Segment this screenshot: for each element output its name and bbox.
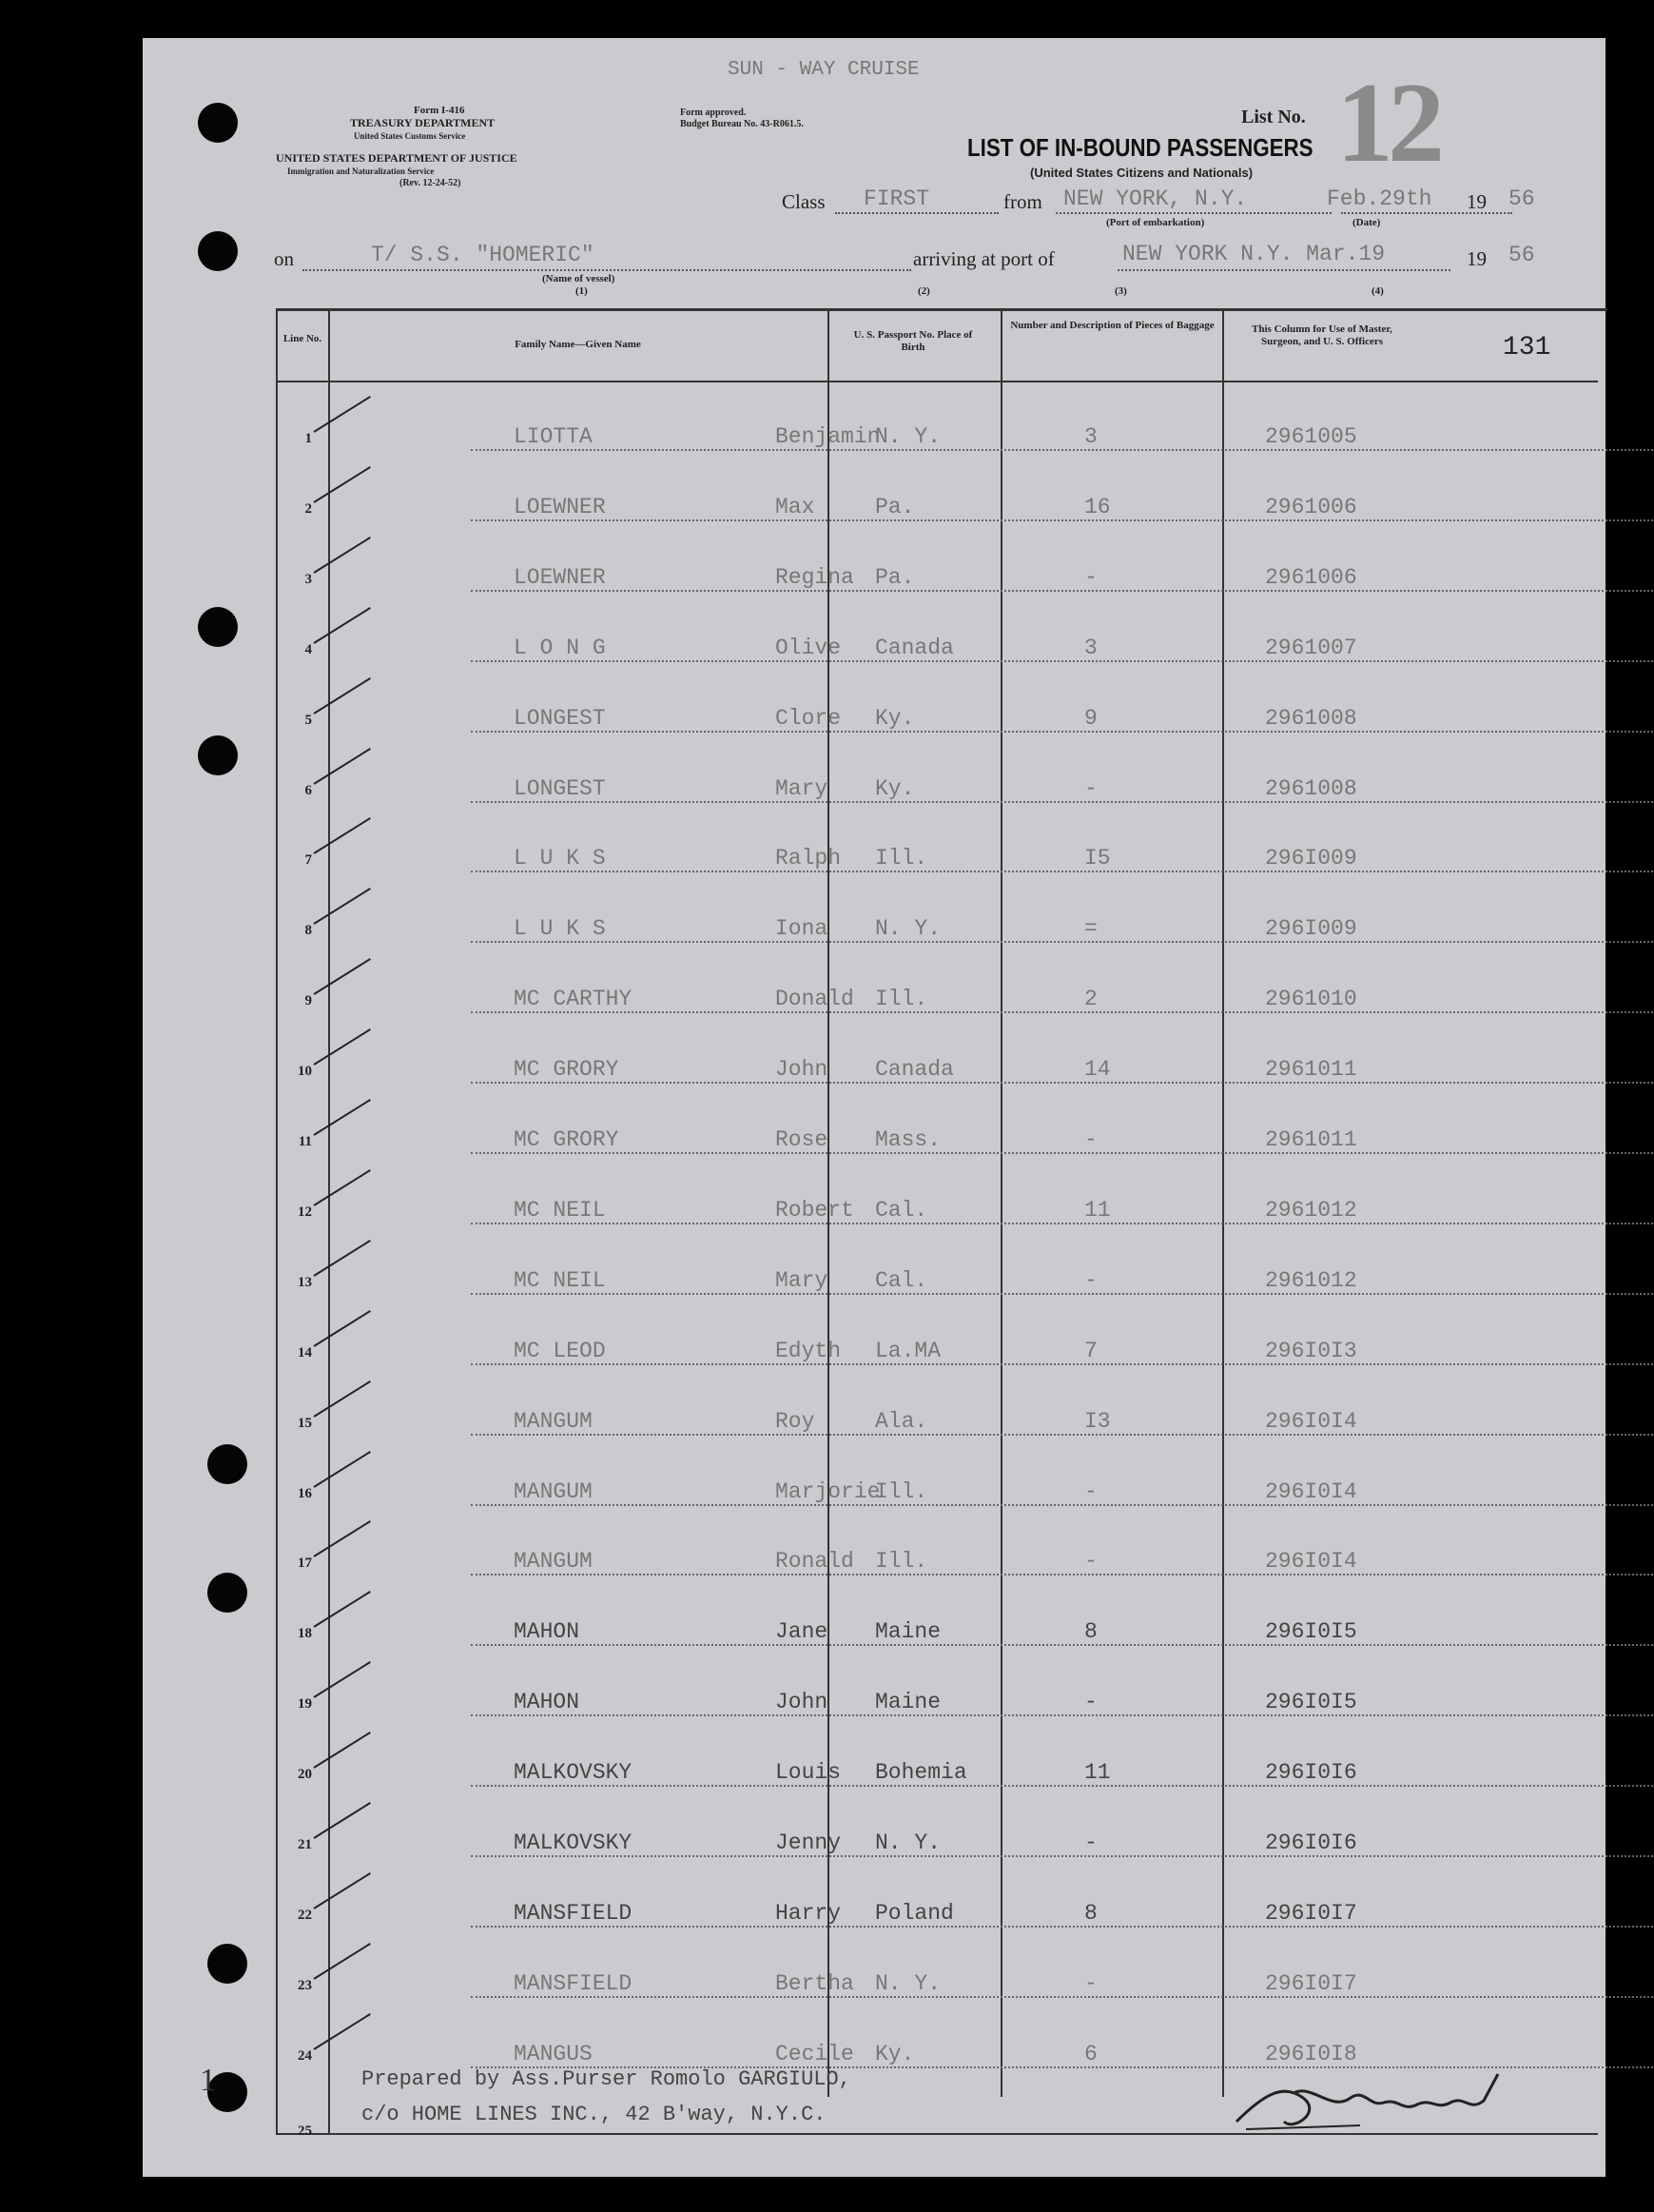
row-divider (471, 1926, 1654, 1928)
row-divider (471, 1504, 1654, 1506)
place-of-birth: Cal. (875, 1197, 928, 1223)
year-value: 56 (1508, 186, 1535, 211)
given-name: Edyth (775, 1338, 842, 1363)
ins-service: Immigration and Naturalization Service (287, 166, 435, 176)
officer-code: 2961005 (1265, 424, 1357, 449)
check-mark (313, 958, 370, 995)
officer-code: 296I0I6 (1265, 1830, 1357, 1855)
check-mark (313, 748, 370, 785)
line-number: 13 (298, 1274, 312, 1290)
place-of-birth: Cal. (875, 1267, 928, 1293)
officer-code: 2961008 (1265, 705, 1357, 731)
place-of-birth: Canada (875, 635, 954, 660)
justice-dept: UNITED STATES DEPARTMENT OF JUSTICE (276, 151, 517, 165)
row-divider (471, 801, 1654, 803)
family-name: LOEWNER (514, 494, 606, 519)
officer-code: 296I009 (1265, 916, 1357, 942)
header-name: Family Name—Given Name (515, 339, 641, 350)
baggage-count: 7 (1084, 1338, 1098, 1363)
family-name: L U K S (514, 846, 606, 871)
check-mark (313, 1661, 370, 1698)
place-of-birth: N. Y. (875, 916, 942, 942)
arr-year-value: 56 (1508, 243, 1535, 267)
line-number: 25 (298, 2124, 312, 2139)
class-value: FIRST (864, 186, 930, 211)
punch-hole (198, 103, 238, 143)
officer-code: 296I0I4 (1265, 1478, 1357, 1504)
line-number: 10 (298, 1064, 312, 1080)
check-mark (313, 537, 370, 574)
given-name: Ronald (775, 1549, 854, 1575)
punch-hole (207, 1444, 247, 1484)
baggage-count: - (1084, 1549, 1098, 1575)
given-name: John (775, 1057, 828, 1083)
class-label: Class (782, 190, 826, 213)
family-name: MANSFIELD (514, 1900, 632, 1926)
purser-address: c/o HOME LINES INC., 42 B'way, N.Y.C. (361, 2103, 827, 2126)
check-mark (313, 607, 370, 644)
officer-code: 296I0I5 (1265, 1619, 1357, 1645)
customs-service: United States Customs Service (354, 131, 466, 141)
given-name: Louis (775, 1760, 842, 1786)
check-mark (313, 1872, 370, 1909)
baggage-count: 6 (1084, 2041, 1098, 2066)
check-mark (313, 1451, 370, 1488)
family-name: L U K S (514, 916, 606, 942)
family-name: MAHON (514, 1619, 580, 1645)
given-name: Jane (775, 1619, 828, 1645)
line-number: 4 (304, 641, 312, 657)
baggage-count: - (1084, 1970, 1098, 1996)
family-name: LOEWNER (514, 564, 606, 590)
check-mark (313, 1169, 370, 1206)
check-mark (313, 888, 370, 925)
baggage-count: 14 (1084, 1057, 1111, 1083)
line-number: 5 (304, 712, 312, 728)
year-prefix: 19 (1467, 190, 1487, 213)
check-mark (313, 1802, 370, 1839)
given-name: Jenny (775, 1830, 842, 1855)
header-officers: This Column for Use of Master, Surgeon, and U. S. Officers (1252, 323, 1392, 347)
place-of-birth: N. Y. (875, 1830, 942, 1855)
header-baggage: Number and Description of Pieces of Baggage (1010, 320, 1215, 331)
header-line-no: Line No. (282, 333, 322, 344)
line-number: 8 (304, 923, 312, 939)
officer-code: 296I0I3 (1265, 1338, 1357, 1363)
place-of-birth: Ill. (875, 846, 928, 871)
given-name: Donald (775, 987, 854, 1012)
col-num-2: (2) (918, 285, 930, 297)
place-of-birth: Pa. (875, 564, 915, 590)
place-of-birth: Canada (875, 1057, 954, 1083)
budget-bureau: Budget Bureau No. 43-R061.5. (680, 119, 804, 129)
family-name: LONGEST (514, 775, 606, 801)
officer-code: 296I0I7 (1265, 1900, 1357, 1926)
row-divider (471, 731, 1654, 733)
family-name: LIOTTA (514, 424, 593, 449)
check-mark (313, 1732, 370, 1769)
given-name: Olive (775, 635, 842, 660)
given-name: Mary (775, 775, 828, 801)
arriving-value: NEW YORK N.Y. Mar.19 (1122, 242, 1386, 266)
given-name: Cecile (775, 2041, 854, 2066)
line-number: 23 (298, 1977, 312, 1993)
place-of-birth: Bohemia (875, 1760, 967, 1786)
check-mark (313, 396, 370, 433)
given-name: Iona (775, 916, 828, 942)
place-of-birth: La.MA (875, 1338, 942, 1363)
list-no-label: List No. (1241, 107, 1306, 127)
punch-hole (207, 1944, 247, 1984)
given-name: Max (775, 494, 815, 519)
row-divider (471, 1293, 1654, 1295)
date-caption: (Date) (1352, 217, 1381, 228)
check-mark (313, 1591, 370, 1628)
row-divider (471, 590, 1654, 592)
line-number: 19 (298, 1696, 312, 1713)
officer-code: 296I0I4 (1265, 1408, 1357, 1434)
baggage-count: - (1084, 1127, 1098, 1152)
arriving-label: arriving at port of (913, 247, 1055, 270)
line-number: 16 (298, 1485, 312, 1501)
col-num-3: (3) (1115, 285, 1127, 297)
place-of-birth: Poland (875, 1900, 954, 1926)
line-number: 24 (298, 2047, 312, 2064)
family-name: MC GRORY (514, 1057, 619, 1083)
place-of-birth: Ill. (875, 987, 928, 1012)
row-divider (471, 1082, 1654, 1084)
line-number: 20 (298, 1767, 312, 1783)
officer-code: 296I009 (1265, 846, 1357, 871)
place-of-birth: Pa. (875, 494, 915, 519)
margin-note: 1 (200, 2063, 216, 2098)
row-divider (471, 871, 1654, 872)
line-number: 22 (298, 1907, 312, 1923)
check-mark (313, 1240, 370, 1277)
punch-hole (207, 1573, 247, 1613)
check-mark (313, 817, 370, 854)
row-divider (471, 1855, 1654, 1857)
officer-code: 2961012 (1265, 1197, 1357, 1223)
given-name: Clore (775, 705, 842, 731)
line-number: 7 (304, 852, 312, 869)
prepared-by: Prepared by Ass.Purser Romolo GARGIULO, (361, 2067, 851, 2091)
check-mark (313, 1099, 370, 1136)
line-number: 18 (298, 1626, 312, 1642)
row-divider (471, 1011, 1654, 1013)
family-name: MANGUM (514, 1408, 593, 1434)
officer-code: 2961011 (1265, 1127, 1357, 1152)
given-name: Marjorie (775, 1478, 881, 1504)
line-number: 12 (298, 1204, 312, 1220)
officer-code: 2961007 (1265, 635, 1357, 660)
vessel-value: T/ S.S. "HOMERIC" (371, 243, 594, 267)
family-name: MANGUM (514, 1549, 593, 1575)
list-no-value: 12 (1336, 59, 1439, 186)
baggage-count: I3 (1084, 1408, 1111, 1434)
line-number: 9 (304, 993, 312, 1009)
form-revision: (Rev. 12-24-52) (399, 178, 461, 188)
given-name: Robert (775, 1197, 854, 1223)
row-divider (471, 1644, 1654, 1646)
family-name: MALKOVSKY (514, 1760, 632, 1786)
place-of-birth: N. Y. (875, 1970, 942, 1996)
col-num-4: (4) (1372, 285, 1384, 297)
family-name: MC CARTHY (514, 987, 632, 1012)
given-name: John (775, 1690, 828, 1715)
baggage-count: 16 (1084, 494, 1111, 519)
check-mark (313, 1520, 370, 1557)
row-divider (471, 1714, 1654, 1716)
form-title: LIST OF IN-BOUND PASSENGERS (967, 133, 1313, 162)
family-name: MANGUS (514, 2041, 593, 2066)
baggage-count: - (1084, 1478, 1098, 1504)
line-number: 2 (304, 500, 312, 517)
row-divider (471, 519, 1654, 521)
line-number: 6 (304, 782, 312, 798)
place-of-birth: Ala. (875, 1408, 928, 1434)
family-name: MC NEIL (514, 1267, 606, 1293)
row-divider (471, 1363, 1654, 1365)
row-divider (471, 1996, 1654, 1998)
family-name: MANSFIELD (514, 1970, 632, 1996)
header-passport: U. S. Passport No. Place of Birth (853, 329, 973, 353)
form-subtitle: (United States Citizens and Nationals) (1030, 166, 1254, 180)
baggage-count: - (1084, 1267, 1098, 1293)
baggage-count: - (1084, 564, 1098, 590)
baggage-count: I5 (1084, 846, 1111, 871)
vessel-num: (1) (575, 285, 588, 297)
baggage-count: - (1084, 775, 1098, 801)
from-value: NEW YORK, N.Y. (1063, 186, 1248, 211)
baggage-count: 8 (1084, 1900, 1098, 1926)
officer-code: 2961010 (1265, 987, 1357, 1012)
row-divider (471, 1152, 1654, 1154)
baggage-count: 11 (1084, 1760, 1111, 1786)
place-of-birth: N. Y. (875, 424, 942, 449)
signature (1227, 2055, 1512, 2141)
officer-code: 2961008 (1265, 775, 1357, 801)
form-sheet (143, 38, 1605, 2177)
punch-hole (198, 231, 238, 271)
family-name: MAHON (514, 1690, 580, 1715)
given-name: Benjamin (775, 424, 881, 449)
officer-code: 296I0I6 (1265, 1760, 1357, 1786)
given-name: Bertha (775, 1970, 854, 1996)
place-of-birth: Maine (875, 1690, 942, 1715)
family-name: LONGEST (514, 705, 606, 731)
baggage-count: 9 (1084, 705, 1098, 731)
baggage-count: 3 (1084, 424, 1098, 449)
from-label: from (1003, 190, 1042, 213)
family-name: L O N G (514, 635, 606, 660)
row-divider (471, 1434, 1654, 1436)
line-number: 3 (304, 571, 312, 587)
baggage-count: - (1084, 1690, 1098, 1715)
line-number: 14 (298, 1344, 312, 1360)
place-of-birth: Mass. (875, 1127, 942, 1152)
treasury-dept: TREASURY DEPARTMENT (350, 116, 496, 129)
family-name: MC GRORY (514, 1127, 619, 1152)
check-mark (313, 466, 370, 503)
row-divider (471, 449, 1654, 451)
place-of-birth: Maine (875, 1619, 942, 1645)
form-id: Form I-416 (414, 105, 465, 116)
port-embark-caption: (Port of embarkation) (1106, 217, 1205, 228)
arr-year-prefix: 19 (1467, 247, 1487, 270)
given-name: Regina (775, 564, 854, 590)
officer-code: 296I0I5 (1265, 1690, 1357, 1715)
officer-code: 296I0I4 (1265, 1549, 1357, 1575)
baggage-count: = (1084, 916, 1098, 942)
line-number: 15 (298, 1415, 312, 1431)
place-of-birth: Ky. (875, 2041, 915, 2066)
baggage-count: 3 (1084, 635, 1098, 660)
place-of-birth: Ky. (875, 775, 915, 801)
family-name: MANGUM (514, 1478, 593, 1504)
place-of-birth: Ill. (875, 1478, 928, 1504)
officer-code: 296I0I8 (1265, 2041, 1357, 2066)
officer-code: 2961006 (1265, 494, 1357, 519)
baggage-count: - (1084, 1830, 1098, 1855)
date-value: Feb.29th (1327, 186, 1432, 211)
punch-hole (198, 735, 238, 775)
officer-code: 2961006 (1265, 564, 1357, 590)
row-divider (471, 941, 1654, 943)
family-name: MC LEOD (514, 1338, 606, 1363)
officer-code: 2961012 (1265, 1267, 1357, 1293)
place-of-birth: Ky. (875, 705, 915, 731)
check-mark (313, 1028, 370, 1066)
check-mark (313, 1310, 370, 1347)
line-number: 1 (304, 431, 312, 446)
given-name: Rose (775, 1127, 828, 1152)
form-approved: Form approved. (680, 108, 747, 118)
baggage-count: 11 (1084, 1197, 1111, 1223)
officer-code: 296I0I7 (1265, 1970, 1357, 1996)
row-divider (471, 1223, 1654, 1224)
line-number: 11 (298, 1134, 312, 1149)
cruise-stamp: SUN - WAY CRUISE (728, 59, 920, 81)
check-mark (313, 1943, 370, 1980)
officer-code: 2961011 (1265, 1057, 1357, 1083)
page-number: 131 (1503, 333, 1551, 362)
place-of-birth: Ill. (875, 1549, 928, 1575)
family-name: MALKOVSKY (514, 1830, 632, 1855)
family-name: MC NEIL (514, 1197, 606, 1223)
given-name: Harry (775, 1900, 842, 1926)
row-divider (471, 660, 1654, 662)
row-divider (471, 1785, 1654, 1787)
line-number: 17 (298, 1556, 312, 1572)
row-divider (471, 1574, 1654, 1576)
given-name: Mary (775, 1267, 828, 1293)
check-mark (313, 1380, 370, 1418)
check-mark (313, 677, 370, 714)
check-mark (313, 2013, 370, 2050)
vessel-caption: (Name of vessel) (542, 273, 615, 284)
baggage-count: 8 (1084, 1619, 1098, 1645)
given-name: Roy (775, 1408, 815, 1434)
on-label: on (274, 247, 294, 270)
line-number: 21 (298, 1837, 312, 1852)
punch-hole (198, 607, 238, 647)
baggage-count: 2 (1084, 987, 1098, 1012)
given-name: Ralph (775, 846, 842, 871)
